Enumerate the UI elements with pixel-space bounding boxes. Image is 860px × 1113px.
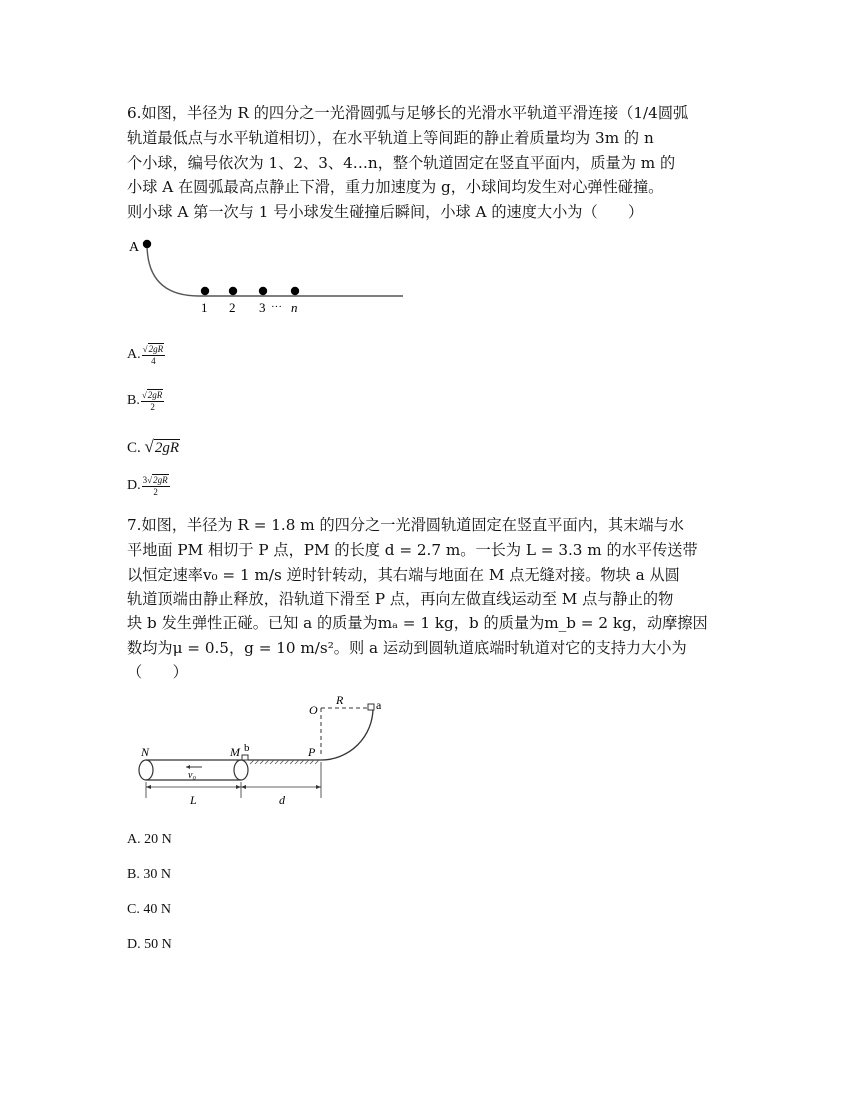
ball-label-2: 2: [229, 300, 236, 315]
label-v0: v₀: [188, 770, 196, 781]
right-roller: [234, 760, 248, 780]
conveyor-diagram: [130, 690, 400, 810]
label-a: A: [129, 240, 140, 255]
option-7-a[interactable]: A. 20 N: [127, 832, 172, 847]
label-m: M: [230, 745, 240, 759]
ball-2: [229, 287, 237, 295]
ball-label-n: n: [291, 300, 298, 315]
question-6-line-3: 个小球，编号依次为 1、2、3、4…n，整个轨道固定在竖直平面内，质量为 m 的: [127, 154, 676, 172]
ball-label-3: 3: [259, 300, 266, 315]
question-7-figure: [130, 690, 400, 810]
label-a: a: [376, 698, 382, 712]
question-7-line-1: 7.如图，半径为 R = 1.8 m 的四分之一光滑圆轨道固定在竖直平面内，其末端与水: [127, 516, 684, 534]
ball-a: [143, 240, 151, 248]
option-6-c[interactable]: C. √2gR: [127, 437, 180, 456]
option-6-a[interactable]: A. $\frac{√2gR}{4}$: [127, 344, 164, 366]
label-b: b: [244, 742, 250, 754]
ball-3: [259, 287, 267, 295]
question-7-line-3: 以恒定速率v₀ = 1 m/s 逆时针转动，其右端与地面在 M 点无缝对接。物块 a 从圆: [127, 566, 680, 584]
option-6-b[interactable]: B. $\frac{√2gR}{2}$: [127, 390, 163, 412]
ball-1: [201, 287, 209, 295]
arc-track: [321, 708, 373, 760]
question-6-line-2: 轨道最低点与水平轨道相切），在水平轨道上等间距的静止着质量均为 3m 的 n: [127, 129, 654, 147]
option-7-c[interactable]: C. 40 N: [127, 902, 171, 917]
ball-n: [291, 287, 299, 295]
question-7-line-4: 轨道顶端由静止释放，沿轨道下滑至 P 点，再向左做直线运动至 M 点与静止的物: [127, 590, 674, 608]
question-7-line-7: （ ）: [127, 663, 188, 681]
velocity-arrowhead: [186, 765, 190, 769]
question-7-line-6: 数均为μ = 0.5，g = 10 m/s²。则 a 运动到圆轨道底端时轨道对它的支持力大小为: [127, 639, 687, 657]
block-b: [242, 755, 248, 760]
track-curve: [147, 244, 403, 296]
label-d: d: [279, 793, 285, 807]
left-roller: [139, 760, 153, 780]
label-l: L: [190, 793, 197, 807]
label-p: P: [308, 745, 316, 759]
ball-label-ellipsis: ···: [271, 301, 282, 313]
track-diagram: [125, 232, 415, 322]
option-7-b[interactable]: B. 30 N: [127, 867, 171, 882]
question-6-line-4: 小球 A 在圆弧最高点静止下滑，重力加速度为 g，小球间均发生对心弹性碰撞。: [127, 178, 664, 196]
block-a: [368, 704, 374, 710]
ball-label-1: 1: [201, 300, 208, 315]
question-7-line-2: 平地面 PM 相切于 P 点，PM 的长度 d = 2.7 m。一长为 L = 3.3 m 的水平传送带: [127, 541, 698, 559]
option-6-d[interactable]: D. $\frac{3√2gR}{2}$: [127, 475, 168, 497]
question-7-line-5: 块 b 发生弹性正碰。已知 a 的质量为mₐ = 1 kg，b 的质量为m_b = 2 kg，动摩擦因: [127, 614, 708, 632]
question-6-figure: [125, 232, 415, 322]
label-o: O: [309, 703, 318, 717]
question-6-line-5: 则小球 A 第一次与 1 号小球发生碰撞后瞬间，小球 A 的速度大小为（ ）: [127, 203, 644, 221]
option-7-d[interactable]: D. 50 N: [127, 937, 172, 952]
label-n: N: [141, 745, 150, 759]
label-r: R: [336, 693, 344, 707]
question-6-line-1: 6.如图，半径为 R 的四分之一光滑圆弧与足够长的光滑水平轨道平滑连接（1/4圆弧: [127, 104, 689, 122]
